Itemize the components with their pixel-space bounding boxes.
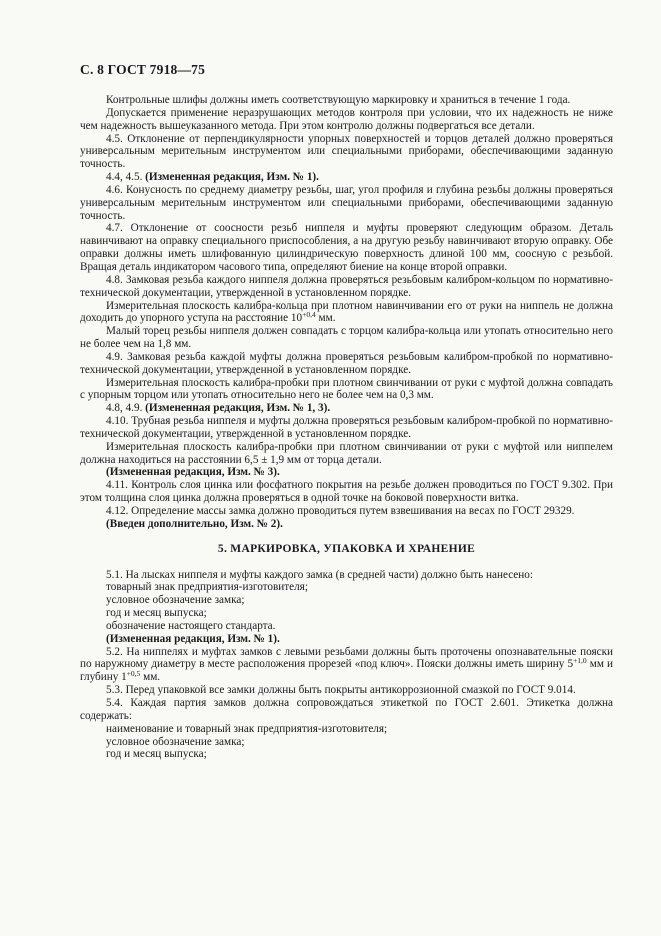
text-run: Измерительная плоскость калибра-кольца при плотном навинчивании его от руки на ниппель не должна доходить до упорного уступа на расстояние 10 (80, 299, 613, 325)
list-item: год и месяц выпуска; (106, 607, 207, 620)
clause-refs: 4.4, 4.5. (106, 171, 143, 184)
clause-4-7: 4.7. Отклонение от соосности резьб ниппеля и муфты проверяют следующим образом. Деталь навинчивают на оправку специального приспособления, а на другую резьбу навинчивают вторую оправку. Обе оправки должны иметь шлифованную цилиндрическую поверхность длиной 100 мм, соосную с резьбой. Вращая деталь индикатором часового типа, определяют биение на конце второй оправки. (80, 222, 613, 273)
list-item: условное обозначение замка; (106, 735, 245, 748)
amendment-note (80, 402, 613, 415)
paragraph: Допускается применение неразрушающих методов контроля при условии, что их надежность не ниже чем надежность вышеуказанного метода. При этом контролю должны подвергаться все детали. (80, 106, 613, 132)
list-item: год и месяц выпуска; (106, 748, 207, 761)
tolerance-superscript: +1,0 (573, 656, 587, 666)
amendment-text: (Измененная редакция, Изм. № 1, 3). (145, 402, 331, 415)
list-item: наименование и товарный знак предприятия-изготовителя; (106, 722, 388, 735)
section-title: 5. МАРКИРОВКА, УПАКОВКА И ХРАНЕНИЕ (217, 542, 476, 555)
page-header: С. 8 ГОСТ 7918—75 (80, 62, 206, 77)
paragraph: Измерительная плоскость калибра-пробки при плотном свинчивании от руки с муфтой должна совпадать с упорным торцом или утопать относительно него не более чем на 0,3 мм. (80, 376, 613, 402)
amendment-note: (Введен дополнительно, Изм. № 2). (106, 517, 283, 530)
list-item: товарный знак предприятия-изготовителя; (106, 581, 308, 594)
clause-4-10: 4.10. Трубная резьба ниппеля и муфты должна проверяться резьбовым калибром-пробкой по нормативно-технической документации, утвержденной в установленном порядке. (80, 415, 613, 440)
text-run: мм. (315, 312, 336, 325)
tolerance-superscript: +0,4 (302, 310, 316, 320)
clause-4-5: 4.5. Отклонение от перпендикулярности упорных поверхностей и торцов деталей должно проверяться универсальным мерительным инструментом или специальными приборами, обеспечивающими заданную точность. (80, 132, 613, 171)
amendment-note: (Измененная редакция, Изм. № 1). (106, 632, 280, 645)
text-run: мм. (140, 671, 161, 684)
paragraph (80, 300, 613, 326)
text-run: мм и глубину 1 (80, 658, 614, 684)
clause-5-1: 5.1. На лысках ниппеля и муфты каждого замка (в средней части) должно быть нанесено: (106, 568, 533, 581)
document-body (80, 94, 613, 761)
clause-4-11: 4.11. Контроль слоя цинка или фосфатного покрытия на резьбе должен проводиться по ГОСТ 9.302. При этом толщина слоя цинка должна проверяться в одной точке на боковой поверхности витка. (80, 479, 613, 505)
clause-5-4: 5.4. Каждая партия замков должна сопровождаться этикеткой по ГОСТ 2.601. Этикетка должна содержать: (80, 696, 613, 722)
clause-4-6: 4.6. Конусность по среднему диаметру резьбы, шаг, угол профиля и глубина резьбы должны проверяться универсальным мерительным инструментом или специальными приборами, обеспечивающими заданную точность. (80, 183, 613, 222)
paragraph: Малый торец резьбы ниппеля должен совпадать с торцом калибра-кольца или утопать относительно него не более чем на 1,8 мм. (80, 325, 613, 351)
clause-4-9: 4.9. Замковая резьба каждой муфты должна проверяться резьбовым калибром-пробкой по нормативно-технической документации, утвержденной в установленном порядке. (80, 350, 613, 376)
list-item: обозначение настоящего стандарта. (106, 619, 276, 632)
tolerance-superscript: +0,5 (126, 669, 141, 679)
text-run: 5.2. На ниппелях и муфтах замков с левыми резьбами должны быть проточены опознавательные пояски по наружному диаметру в месте расположения прорезей «под ключ». Пояски должны иметь ширину 5 (80, 645, 613, 671)
paragraph: Измерительная плоскость калибра-пробки при плотном свинчивании от руки с муфтой или ниппелем должна находиться на расстоянии 6,5 ± 1,9 мм от торца детали. (80, 440, 613, 466)
paragraph: Контрольные шлифы должны иметь соответствующую маркировку и храниться в течение 1 года. (106, 94, 571, 106)
amendment-text: (Измененная редакция, Изм. № 1). (145, 171, 319, 184)
list-item: условное обозначение замка; (106, 594, 245, 607)
amendment-note (80, 171, 613, 184)
amendment-note: (Измененная редакция, Изм. № 3). (106, 466, 280, 479)
clause-5-3: 5.3. Перед упаковкой все замки должны быть покрыты антикоррозионной смазкой по ГОСТ 9.014. (106, 684, 576, 697)
clause-refs: 4.8, 4.9. (106, 402, 143, 415)
clause-4-12: 4.12. Определение массы замка должно проводиться путем взвешивания на весах по ГОСТ 29329. (106, 505, 575, 517)
clause-5-2 (80, 646, 613, 685)
clause-4-8: 4.8. Замковая резьба каждого ниппеля должна проверяться резьбовым калибром-кольцом по нормативно-технической документации, утвержденной в установленном порядке. (80, 273, 613, 299)
